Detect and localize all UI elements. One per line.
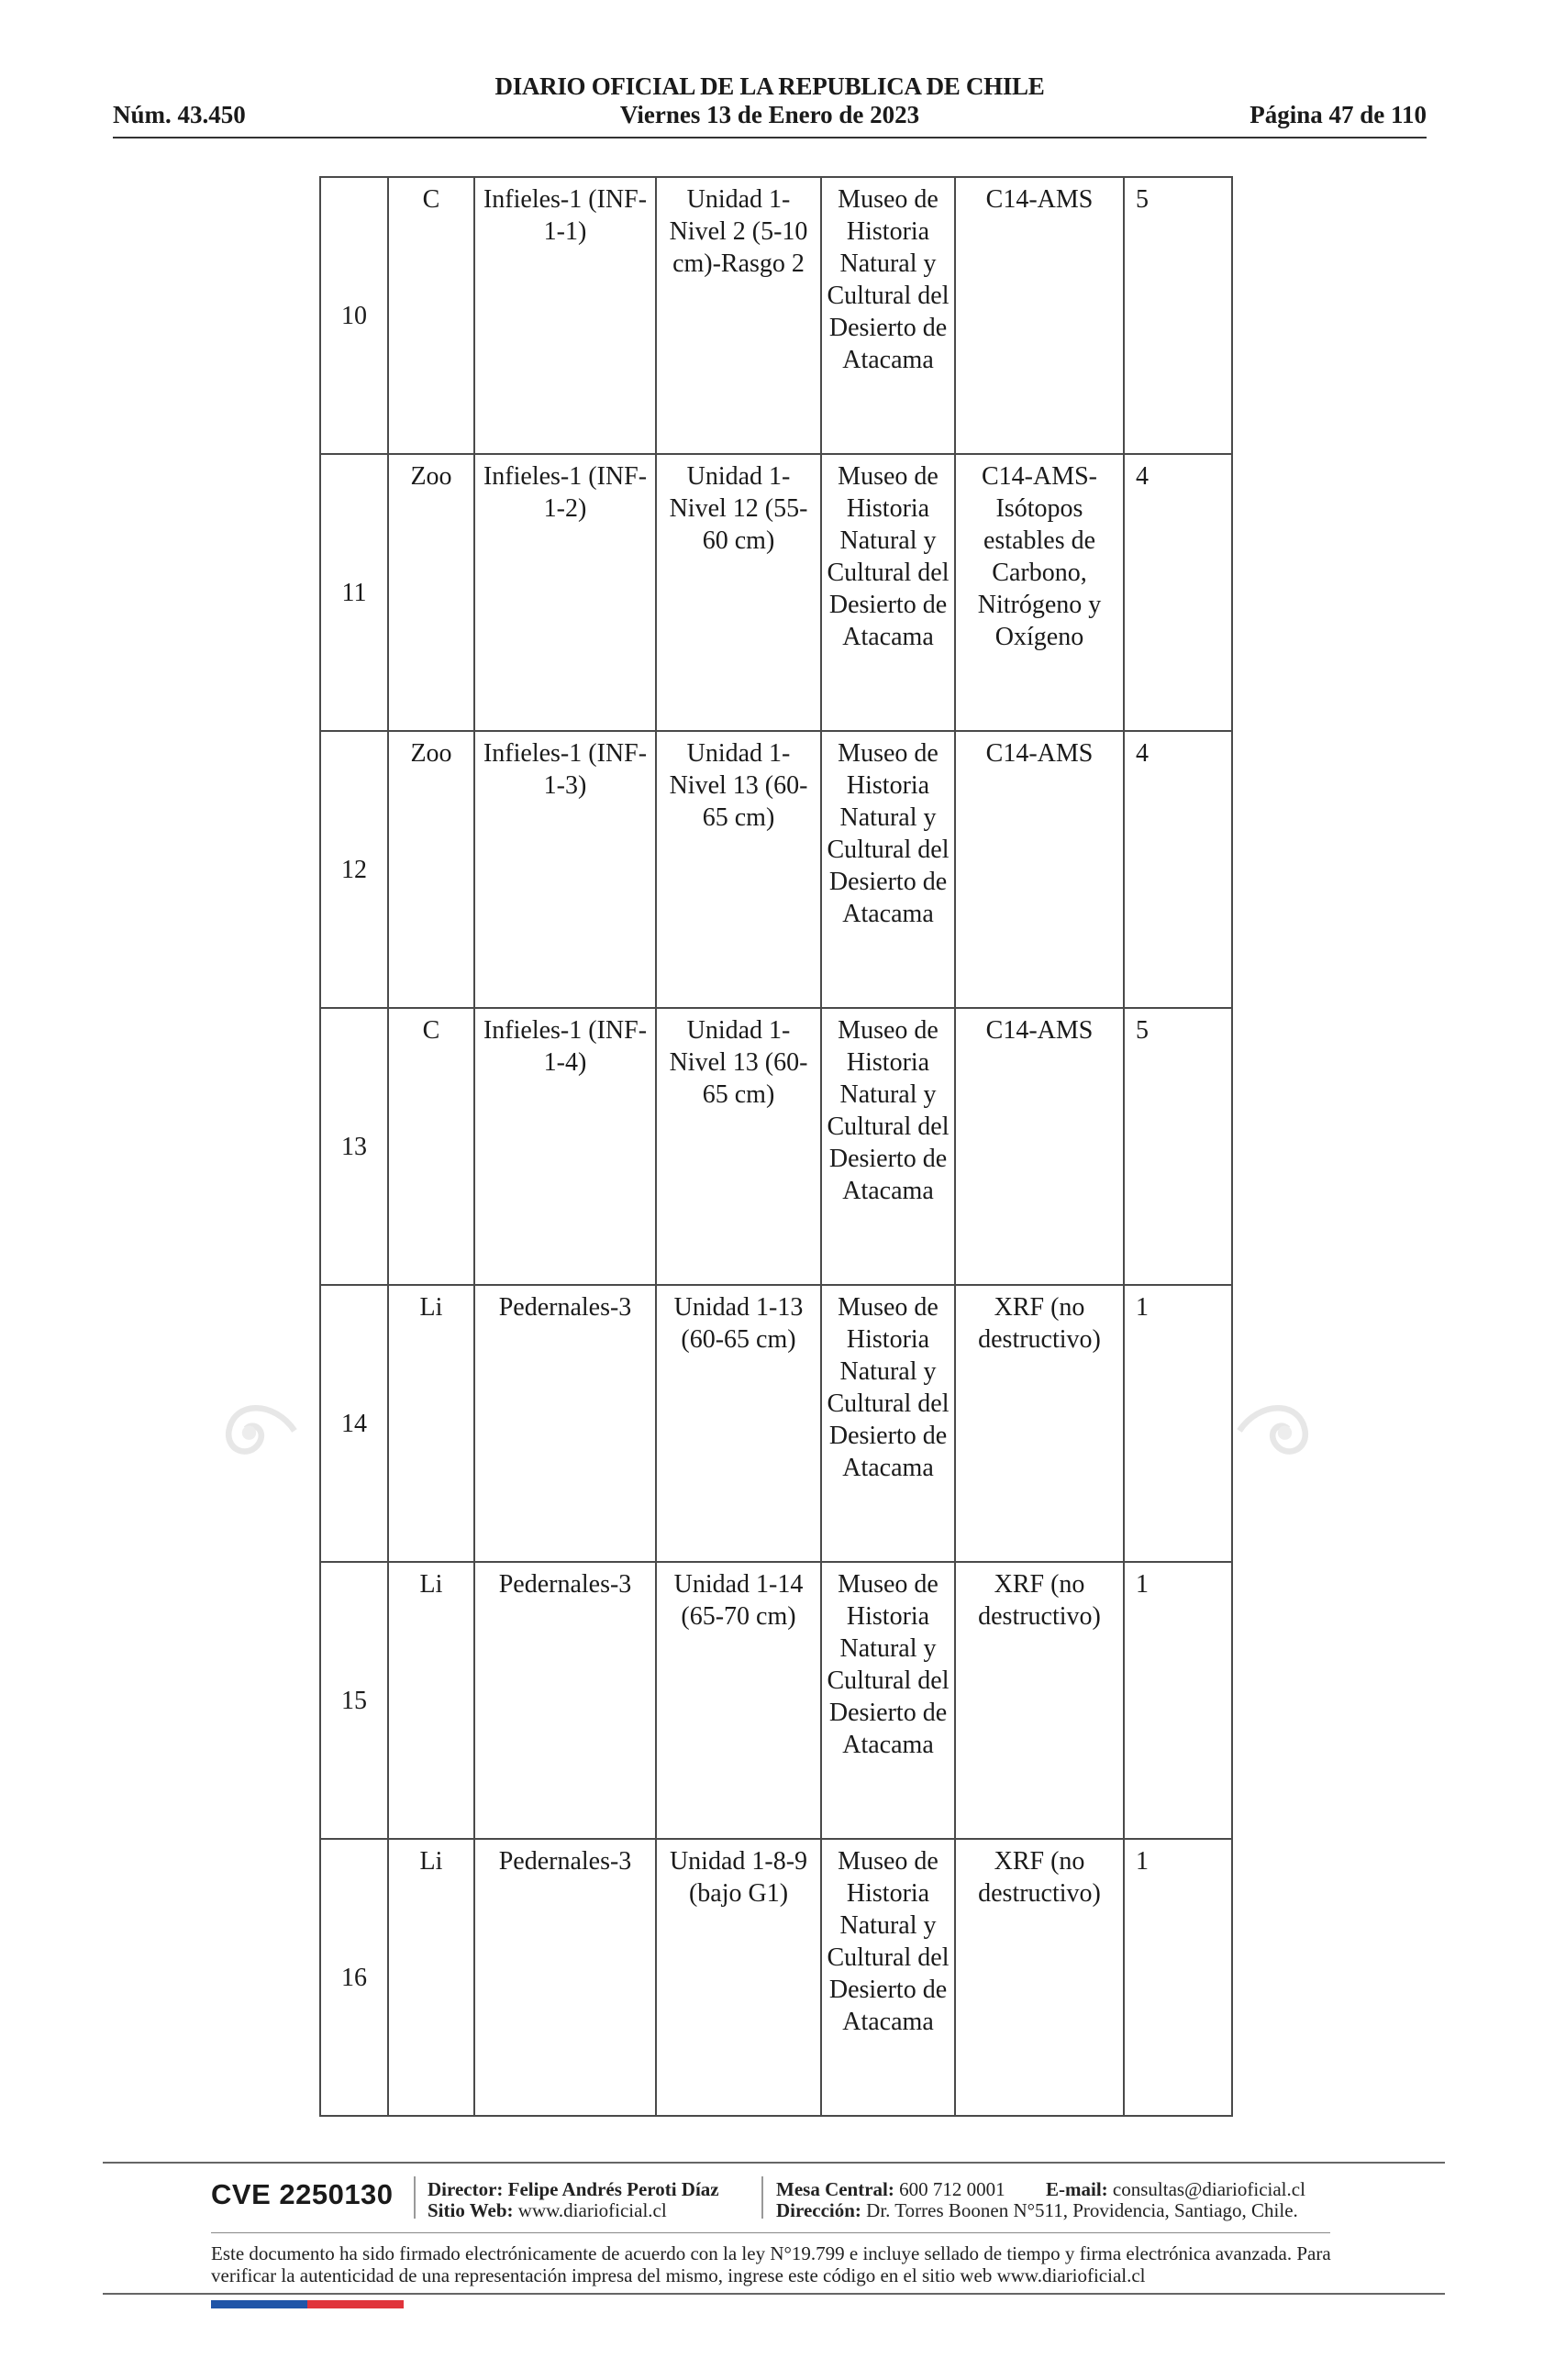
- flag-stripe-red: [307, 2300, 404, 2308]
- analysis-type: C14-AMS: [955, 177, 1124, 454]
- watermark-ornament-right: [1229, 1380, 1330, 1481]
- row-number: 13: [320, 1008, 388, 1285]
- table-row: [320, 1839, 1232, 2116]
- material-type: Li: [388, 1562, 474, 1839]
- sample-quantity: 1: [1124, 1839, 1232, 2116]
- museum-name: Museo de Historia Natural y Cultural del Desierto de Atacama: [821, 731, 955, 1008]
- row-number: 15: [320, 1562, 388, 1839]
- sample-quantity: 5: [1124, 1008, 1232, 1285]
- website-label: Sitio Web:: [428, 2199, 514, 2221]
- analysis-type: XRF (no destructivo): [955, 1285, 1124, 1562]
- table-row: [320, 1562, 1232, 1839]
- director-name: Felipe Andrés Peroti Díaz: [507, 2178, 719, 2200]
- site-name: Infieles-1 (INF-1-1): [474, 177, 656, 454]
- row-number: 16: [320, 1839, 388, 2116]
- sample-quantity: 1: [1124, 1562, 1232, 1839]
- material-type: C: [388, 1008, 474, 1285]
- phone-number: 600 712 0001: [899, 2178, 1005, 2200]
- material-type: C: [388, 177, 474, 454]
- footer-separator: [761, 2176, 763, 2219]
- cve-code: CVE 2250130: [211, 2178, 394, 2210]
- provenance-unit: Unidad 1-Nivel 13 (60-65 cm): [656, 1008, 821, 1285]
- table-row: [320, 454, 1232, 731]
- row-number: 14: [320, 1285, 388, 1562]
- phone-label: Mesa Central:: [776, 2178, 894, 2200]
- newspaper-title: DIARIO OFICIAL DE LA REPUBLICA DE CHILE: [494, 72, 1045, 100]
- analysis-type: XRF (no destructivo): [955, 1562, 1124, 1839]
- provenance-unit: Unidad 1-13 (60-65 cm): [656, 1285, 821, 1562]
- page-indicator: Página 47 de 110: [1250, 101, 1427, 128]
- address-text: Dr. Torres Boonen N°511, Providencia, Santiago, Chile.: [866, 2199, 1298, 2221]
- material-type: Li: [388, 1839, 474, 2116]
- header-divider: [113, 137, 1427, 138]
- museum-name: Museo de Historia Natural y Cultural del Desierto de Atacama: [821, 1008, 955, 1285]
- page-header: [113, 72, 1427, 138]
- footer-divider-middle: [211, 2232, 1330, 2233]
- issue-date: Viernes 13 de Enero de 2023: [619, 101, 920, 128]
- issue-number: Núm. 43.450: [113, 101, 246, 128]
- sample-quantity: 1: [1124, 1285, 1232, 1562]
- museum-name: Museo de Historia Natural y Cultural del Desierto de Atacama: [821, 1285, 955, 1562]
- museum-name: Museo de Historia Natural y Cultural del Desierto de Atacama: [821, 454, 955, 731]
- provenance-unit: Unidad 1-Nivel 2 (5-10 cm)-Rasgo 2: [656, 177, 821, 454]
- museum-name: Museo de Historia Natural y Cultural del Desierto de Atacama: [821, 177, 955, 454]
- row-number: 11: [320, 454, 388, 731]
- analysis-type: C14-AMS: [955, 731, 1124, 1008]
- provenance-unit: Unidad 1-Nivel 12 (55-60 cm): [656, 454, 821, 731]
- material-type: Li: [388, 1285, 474, 1562]
- footer-separator: [414, 2176, 416, 2219]
- analysis-type: XRF (no destructivo): [955, 1839, 1124, 2116]
- table-row: [320, 177, 1232, 454]
- provenance-unit: Unidad 1-Nivel 13 (60-65 cm): [656, 731, 821, 1008]
- material-type: Zoo: [388, 454, 474, 731]
- provenance-unit: Unidad 1-14 (65-70 cm): [656, 1562, 821, 1839]
- site-name: Infieles-1 (INF-1-3): [474, 731, 656, 1008]
- site-name: Pedernales-3: [474, 1285, 656, 1562]
- footer-email-block: [1046, 2179, 1305, 2200]
- row-number: 10: [320, 177, 388, 454]
- sample-quantity: 4: [1124, 454, 1232, 731]
- flag-stripe-blue: [211, 2300, 307, 2308]
- samples-table: [319, 176, 1233, 2117]
- provenance-unit: Unidad 1-8-9 (bajo G1): [656, 1839, 821, 2116]
- director-label: Director:: [428, 2178, 504, 2200]
- sample-quantity: 5: [1124, 177, 1232, 454]
- table-row: [320, 1008, 1232, 1285]
- table-row: [320, 731, 1232, 1008]
- site-name: Pedernales-3: [474, 1839, 656, 2116]
- sample-quantity: 4: [1124, 731, 1232, 1008]
- row-number: 12: [320, 731, 388, 1008]
- email-link[interactable]: consultas@diarioficial.cl: [1112, 2178, 1305, 2200]
- analysis-type: C14-AMS: [955, 1008, 1124, 1285]
- material-type: Zoo: [388, 731, 474, 1008]
- footer-divider-top: [103, 2162, 1445, 2164]
- site-name: Infieles-1 (INF-1-4): [474, 1008, 656, 1285]
- website-link[interactable]: www.diarioficial.cl: [517, 2199, 667, 2221]
- site-name: Pedernales-3: [474, 1562, 656, 1839]
- table-body: [320, 177, 1232, 2116]
- museum-name: Museo de Historia Natural y Cultural del Desierto de Atacama: [821, 1562, 955, 1839]
- footer-director-block: [428, 2179, 719, 2221]
- museum-name: Museo de Historia Natural y Cultural del Desierto de Atacama: [821, 1839, 955, 2116]
- site-name: Infieles-1 (INF-1-2): [474, 454, 656, 731]
- header-center: [113, 72, 1427, 128]
- footer-divider-bottom: [103, 2293, 1445, 2295]
- address-label: Dirección:: [776, 2199, 861, 2221]
- table-row: [320, 1285, 1232, 1562]
- legal-notice: Este documento ha sido firmado electrónicamente de acuerdo con la ley N°19.799 e incluye sellado de tiempo y firma electrónica avanzada. Para verificar la autenticidad de una representación impresa del mismo, ingrese este código en el sitio web www.diarioficial.cl: [211, 2242, 1331, 2286]
- email-label: E-mail:: [1046, 2178, 1108, 2200]
- analysis-type: C14-AMS-Isótopos estables de Carbono, Nitrógeno y Oxígeno: [955, 454, 1124, 731]
- watermark-ornament-left: [204, 1380, 305, 1481]
